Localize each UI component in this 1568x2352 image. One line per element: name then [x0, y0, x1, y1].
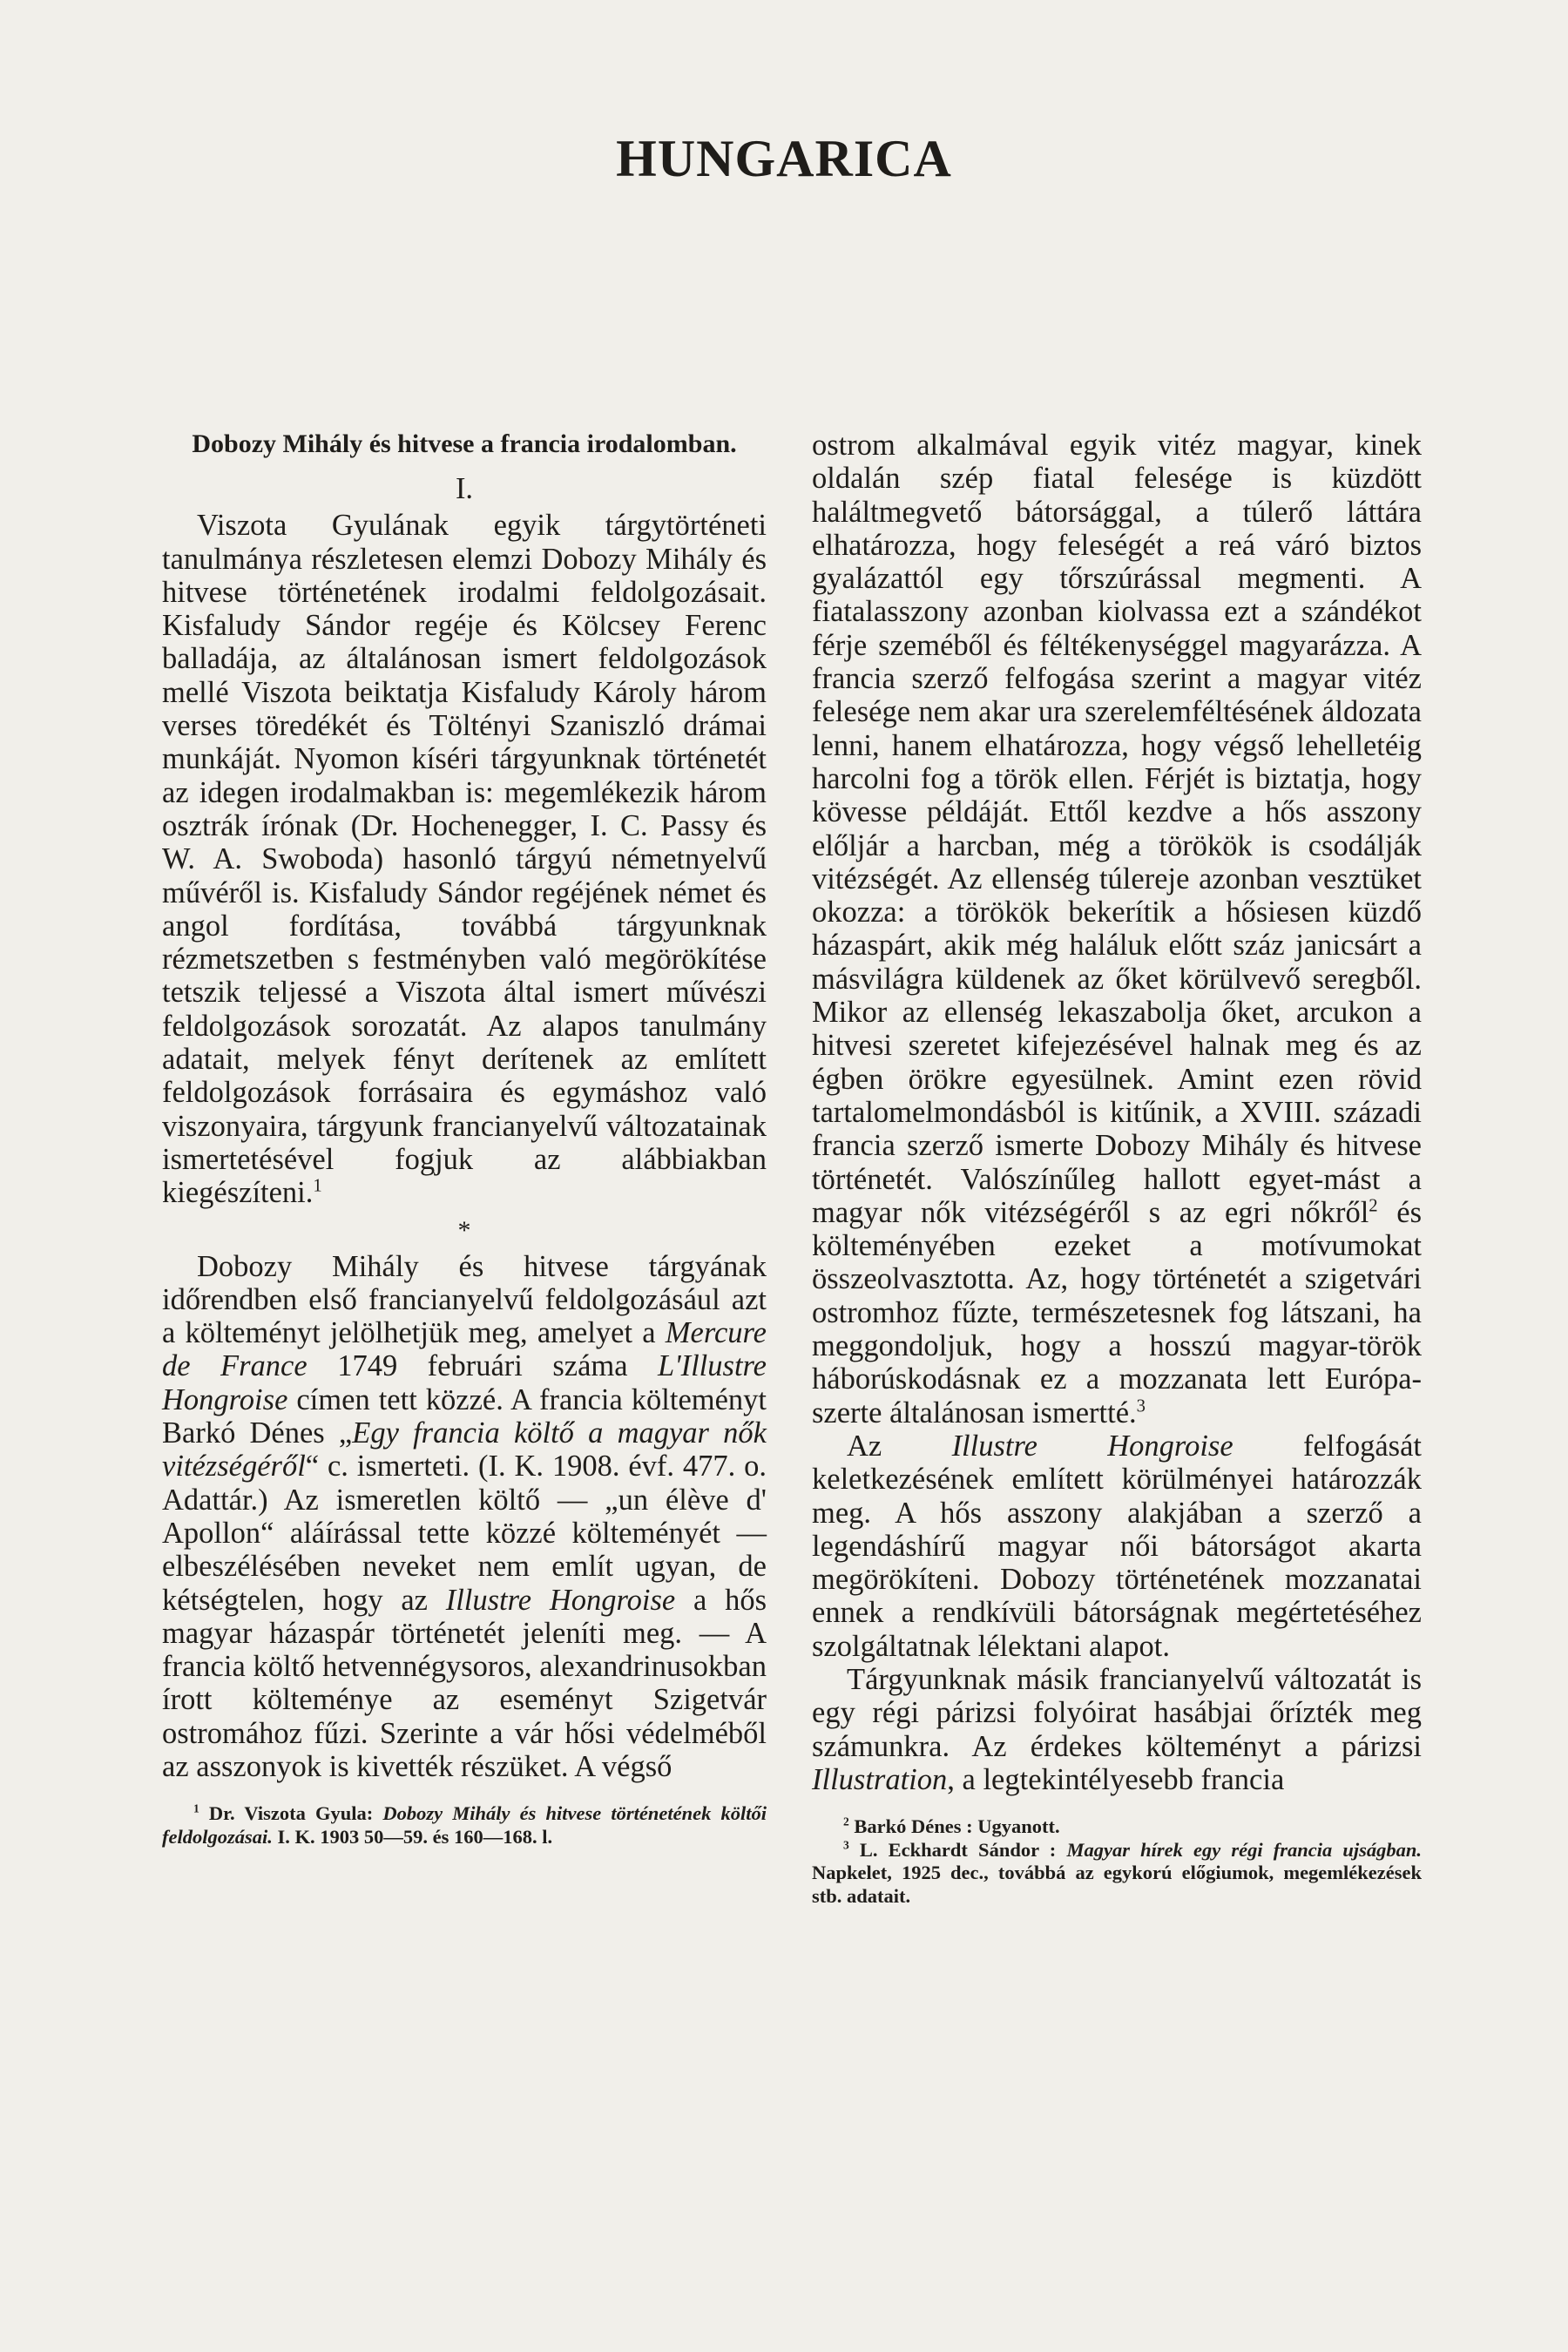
footnote-3: $^3$ L. Eckhardt Sándor : Magyar hírek egy régi francia ujságban. Napkelet, 1925 dec., továbbá az egykorú előgiumok, megemlékezések stb. adatait. — [812, 1838, 1423, 1907]
running-head: HUNGARICA — [616, 130, 952, 187]
paragraph-1: Viszota Gyulának egyik tárgytörténeti tanulmánya részletesen elemzi Dobozy Mihály és hitvese történetének irodalmi feldolgozásait. Kisfaludy Sándor regéje és Kölcsey Ferenc balladája, az általánosan ismert feldolgozások mellé Viszota beiktatja Kisfaludy Károly három verses töredékét és Töltényi Szaniszló drámai munkáját. Nyomon kíséri tárgyunknak történetét az idegen irodalmakban is: megemlékezik három osztrák írónak (Dr. Hochenegger, I. C. Passy és W. A. Swoboda) hasonló tárgyú németnyelvű művéről is. Kisfaludy Sándor regéjének német és angol fordítása, továbbá tárgyunknak rézmetszetben s festményben való megörökítése tetszik teljessé a Viszota által ismert művészi feldolgozások sorozatát. Az alapos tanulmány adatait, melyek fényt derítenek az említett feldolgozások forrásaira és egymáshoz való viszonyaira, tárgyunk francianyelvű változatainak ismertetésével fogjuk az alábbiakban kiegészíteni.$^1$ — [162, 509, 767, 1210]
footnote-ref-3: 3 — [1136, 1396, 1146, 1416]
footnote-2: $^2$ Barkó Dénes : Ugyanott. — [843, 1815, 1060, 1838]
footnotes-right — [812, 1815, 1422, 1908]
paragraph-2: Dobozy Mihály és hitvese tárgyának időrendben első francianyelvű feldolgozásául azt a költeményt jelölhetjük meg, amelyet a Mercure de France 1749 februári száma L'Illustre Hongroise címen tett közzé. A francia költeményt Barkó Dénes „Egy francia költő a magyar nők vitézségéről“ c. ismerteti. (I. K. 1908. évf. 477. o. Adattár.) Az ismeretlen költő — „un élève d' Apollon“ aláírással tette közzé költeményét — elbeszélésében neveket nem említ ugyan, de kétségtelen, hogy az Illustre Hongroise a hős magyar házaspár történetét jeleníti meg. — A francia költő hetvennégysoros, alexandrinusokban írott költeménye az eseményt Szigetvár ostromához fűzi. Szerinte a vár hősi védelméből az asszonyok is kivették részüket. A végső — [162, 1249, 767, 1783]
article-title: Dobozy Mihály és hitvese a francia irodalomban. — [192, 429, 737, 458]
footnotes-left — [162, 1802, 767, 1848]
footnote-ref-2: 2 — [1369, 1196, 1378, 1216]
paragraph-5: Tárgyunknak másik francianyelvű változatát is egy régi párizsi folyóirat hasábjai őrízték meg számunkra. Az érdekes költeményt a párizsi Illustration, a legtekintélyesebb francia — [812, 1662, 1422, 1796]
paragraph-4: Az Illustre Hongroise felfogását keletkezésének említett körülményei határozzák meg. A hős asszony alakjában a szerző a legendáshírű magyar női bátorságot akarta megörökíteni. Dobozy történetének mozzanatai ennek a rendkívüli bátorságnak megértetéséhez szolgáltatnak lélektani alapot. — [812, 1429, 1422, 1663]
section-number: I. — [455, 472, 474, 505]
footnote-1: $^1$ Dr. Viszota Gyula: Dobozy Mihály és hitvese történetének költői feldolgozásai. I. K. 1903 50—59. és 160—168. l. — [162, 1801, 767, 1848]
left-column — [162, 429, 767, 1848]
paragraph-3: ostrom alkalmával egyik vitéz magyar, kinek oldalán szép fiatal felesége is küzdött haláltmegvető bátorsággal, a túlerő láttára elhatározza, hogy feleségét a reá váró biztos gyalázattól egy tőrszúrással megmenti. A fiatalasszony azonban kiolvassa ezt a szándékot férje szeméből és féltékenységgel magyarázza. A francia szerző felfogása szerint a magyar vitéz felesége nem akar ura szerelemféltésének áldozata lenni, hanem elhatározza, hogy végső lehelletéig harcolni fog a török ellen. Férjét is biztatja, hogy kövesse példáját. Ettől kezdve a hős asszony előljár a harcban, még a törökök is csodálják vitézségét. Az ellenség túlereje azonban vesztüket okozza: a törökök bekerítik a hősiesen küzdő házaspárt, akik még haláluk előtt száz janicsárt a másvilágra küldenek az őket körülvevő seregből. Mikor az ellenség lekaszabolja őket, arcukon a hitvesi szeretet kifejezésével halnak meg és az égben örökre egyesülnek. Amint ezen rövid tartalomelmondásból is kitűnik, a XVIII. századi francia szerző ismerte Dobozy Mihály és hitvese történetét. Valószínűleg hallott egyet-mást a magyar nők vitézségéről s az egri nőkről$^2$ és költeményében ezeket a motívumokat összeolvasztotta. Az, hogy történetét a szigetvári ostromhoz fűzte, természetesnek fog látszani, ha meggondoljuk, hogy a hosszú magyar-török háborúskodásnak ez a mozzanata lett Európa-szerte általánosan ismertté.$^3$ — [812, 429, 1422, 1429]
right-column — [812, 429, 1422, 1908]
footnote-ref-1: 1 — [313, 1176, 322, 1196]
section-divider: * — [457, 1215, 471, 1245]
